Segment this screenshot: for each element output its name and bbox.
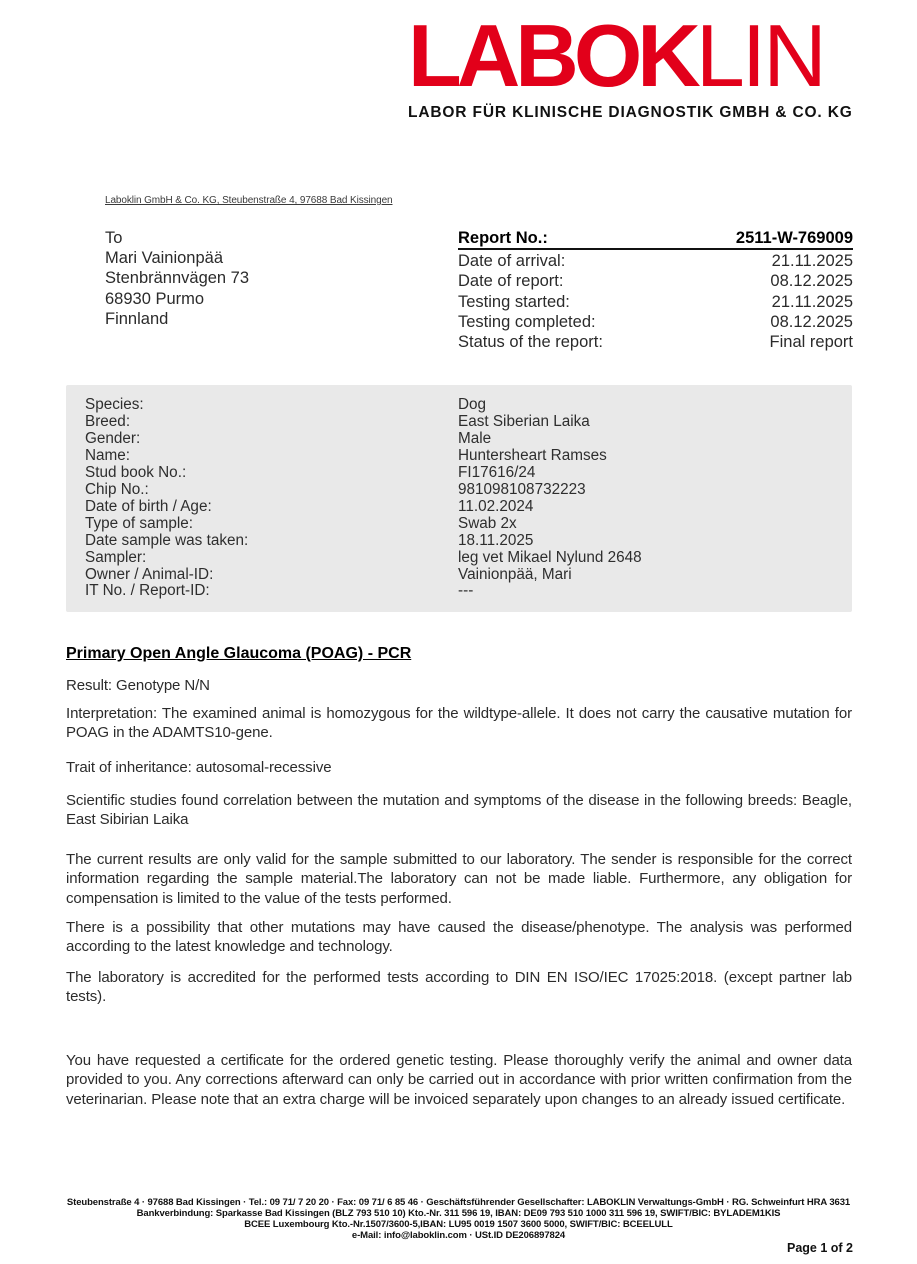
possibility-paragraph: There is a possibility that other mutations may have caused the disease/phenotype. The analysis was performed according to the latest knowledge and technology. [66, 919, 852, 956]
sampler-row [85, 550, 842, 567]
sample-date-row [85, 533, 842, 550]
owner-label: Owner / Animal-ID: [85, 565, 214, 583]
stud-book-label: Stud book No.: [85, 463, 187, 481]
sample-type-label: Type of sample: [85, 514, 193, 532]
certificate-paragraph: You have requested a certificate for the ordered genetic testing. Please thoroughly verify the animal and owner data provided to you. Any corrections afterward can only be carried out in accordance with prior written confirmation from the veterinarian. Please note that an extra charge will be invoiced separately upon changes to an already issued certificate. [66, 1051, 852, 1108]
date-of-arrival-value: 21.11.2025 [771, 252, 853, 271]
it-no-label: IT No. / Report-ID: [85, 582, 210, 600]
report-status-row [458, 332, 853, 352]
footer-line-bank-1: Bankverbindung: Sparkasse Bad Kissingen (BLZ 793 510 10) Kto.-Nr. 311 596 19, IBAN: DE09 793 510 1000 311 596 19, SWIFT/BIC: BYLADEM1KIS [136, 1208, 781, 1219]
recipient-street: Stenbrännvägen 73 [105, 269, 250, 288]
testing-started-label: Testing started: [458, 292, 570, 311]
recipient-name: Mari Vainionpää [105, 249, 224, 268]
result-section [66, 644, 852, 1109]
sample-date-value: 18.11.2025 [458, 531, 534, 549]
recipient-city: 68930 Purmo [105, 289, 205, 308]
date-of-arrival-label: Date of arrival: [458, 252, 566, 271]
report-status-value: Final report [769, 333, 853, 352]
name-label: Name: [85, 446, 131, 464]
birth-date-row [85, 499, 842, 516]
date-of-report-label: Date of report: [458, 272, 564, 291]
sample-date-label: Date sample was taken: [85, 531, 249, 549]
testing-started-value: 21.11.2025 [771, 292, 853, 311]
test-heading: Primary Open Angle Glaucoma (POAG) - PCR [66, 645, 412, 662]
testing-completed-value: 08.12.2025 [770, 312, 853, 331]
birth-date-value: 11.02.2024 [458, 497, 534, 515]
report-number-row [458, 228, 853, 250]
footer [0, 1197, 917, 1241]
testing-completed-row [458, 312, 853, 332]
it-no-value: --- [458, 582, 474, 600]
inheritance-line: Trait of inheritance: autosomal-recessive [66, 758, 332, 776]
name-row [85, 448, 842, 465]
species-row [85, 397, 842, 414]
name-value: Huntersheart Ramses [458, 446, 607, 464]
stud-book-value: FI17616/24 [458, 463, 536, 481]
report-number-label: Report No.: [458, 229, 548, 247]
gender-row [85, 431, 842, 448]
chip-no-row [85, 482, 842, 499]
accreditation-paragraph: The laboratory is accredited for the performed tests according to DIN EN ISO/IEC 17025:2018. (except partner lab tests). [66, 968, 852, 1006]
owner-row [85, 567, 842, 584]
sample-type-row [85, 516, 842, 533]
breed-row [85, 414, 842, 431]
species-label: Species: [85, 396, 144, 413]
validity-paragraph: The current results are only valid for the sample submitted to our laboratory. The sender is responsible for the correct information regarding the sample material.The laboratory can not be made liable. Furthermore, any obligation for compensation is limited to the value of the tests performed. [66, 850, 852, 907]
recipient-address-block [105, 228, 249, 329]
interpretation-paragraph: Interpretation: The examined animal is homozygous for the wildtype-allele. It does not carry the causative mutation for POAG in the ADAMTS10-gene. [66, 704, 852, 742]
gender-value: Male [458, 429, 492, 447]
chip-no-value: 981098108732223 [458, 480, 586, 498]
recipient-to-label: To [105, 229, 123, 247]
logo-wordmark [408, 6, 858, 105]
breed-value: East Siberian Laika [458, 412, 590, 430]
footer-line-address: Steubenstraße 4 · 97688 Bad Kissingen · Tel.: 09 71/ 7 20 20 · Fax: 09 71/ 6 85 46 · Geschäftsführender Gesellschafter: LABOKLIN Verwaltungs-GmbH · RG. Schweinfurt HRA 3631 [66, 1197, 851, 1208]
testing-completed-label: Testing completed: [458, 312, 596, 331]
it-no-row [85, 583, 842, 600]
chip-no-label: Chip No.: [85, 480, 149, 498]
stud-book-row [85, 465, 842, 482]
date-of-report-value: 08.12.2025 [770, 272, 853, 291]
report-status-label: Status of the report: [458, 333, 603, 352]
logo-subtitle: LABOR FÜR KLINISCHE DIAGNOSTIK GMBH & CO. KG [408, 104, 853, 122]
recipient-country: Finnland [105, 309, 169, 328]
report-info-table [458, 228, 853, 352]
breed-label: Breed: [85, 412, 131, 430]
species-value: Dog [458, 396, 487, 413]
laboklin-logo [408, 6, 858, 122]
owner-value: Vainionpää, Mari [458, 565, 572, 583]
gender-label: Gender: [85, 429, 141, 447]
testing-started-row [458, 292, 853, 312]
page-number: Page 1 of 2 [787, 1241, 853, 1255]
footer-line-email-vat: e-Mail: info@laboklin.com · USt.ID DE206897824 [351, 1230, 566, 1241]
logo-text-light: LIN [695, 6, 824, 105]
report-number-value: 2511-W-769009 [735, 229, 853, 247]
animal-info-panel [66, 385, 852, 612]
sampler-value: leg vet Mikael Nylund 2648 [458, 548, 642, 566]
birth-date-label: Date of birth / Age: [85, 497, 212, 515]
breeds-paragraph: Scientific studies found correlation between the mutation and symptoms of the disease in the following breeds: Beagle, East Sibirian Laika [66, 792, 852, 829]
sampler-label: Sampler: [85, 548, 147, 566]
date-of-report-row [458, 271, 853, 291]
date-of-arrival-row [458, 251, 853, 271]
footer-line-bank-2: BCEE Luxembourg Kto.-Nr.1507/3600-5,IBAN: LU95 0019 1507 3600 5000, SWIFT/BIC: BCEELULL [244, 1219, 673, 1230]
logo-text-bold: LABOK [408, 6, 696, 105]
sender-return-address: Laboklin GmbH & Co. KG, Steubenstraße 4, 97688 Bad Kissingen [105, 195, 393, 206]
sample-type-value: Swab 2x [458, 514, 517, 532]
result-genotype-line: Result: Genotype N/N [66, 677, 210, 695]
